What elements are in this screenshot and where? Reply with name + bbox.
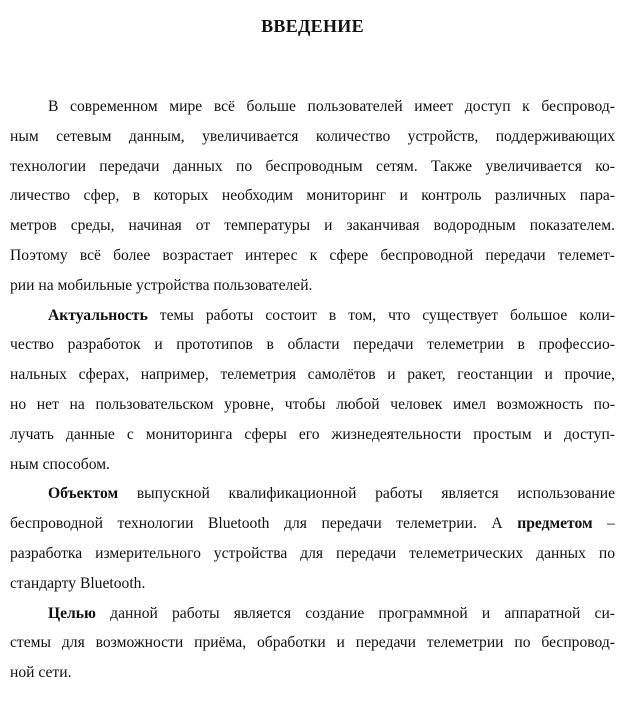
text-fragment: беспроводной технологии Bluetooth для передачи телеметрии. А — [10, 515, 518, 533]
text-line: ной сети. — [10, 664, 72, 682]
text-line: разработка измерительного устройства для передачи телеметрических данных по — [10, 544, 615, 562]
paragraph-relevance — [10, 301, 615, 480]
text-line: нальных сферах, например, телеметрия самолётов и ракет, геостанции и прочие, — [10, 366, 615, 384]
text-line: лучать данные с мониторинга сферы его жизнедеятельности простым и доступ- — [10, 425, 615, 443]
text-line: технологии передачи данных по беспроводным сетям. Также увеличивается ко- — [10, 157, 615, 175]
term-relevance: Актуальность — [48, 306, 148, 324]
text-line: рии на мобильные устройства пользователей. — [10, 276, 313, 294]
text-line: ным сетевым данным, увеличивается количество устройств, поддерживающих — [10, 127, 615, 145]
term-goal: Целью — [48, 604, 96, 622]
text-line — [10, 479, 615, 509]
term-subject: предметом — [517, 515, 593, 533]
paragraph-object — [10, 479, 615, 598]
text-fragment: – — [592, 515, 615, 533]
paragraph-goal — [10, 599, 615, 688]
text-fragment: темы работы состоит в том, что существует большое коли- — [147, 306, 615, 324]
text-line — [10, 509, 615, 539]
text-line: Поэтому всё более возрастает интерес к сфере беспроводной передачи телемет- — [10, 246, 615, 264]
text-fragment: данной работы является создание программной и аппаратной си- — [95, 604, 615, 622]
term-object: Объектом — [48, 485, 119, 503]
page-title: ВВЕДЕНИЕ — [261, 16, 364, 36]
text-line — [10, 599, 615, 629]
text-line: личество сфер, в которых необходим мониторинг и контроль различных пара- — [10, 187, 615, 205]
text-line — [10, 301, 615, 331]
paragraph-intro — [10, 92, 615, 301]
text-line: В современном мире всё больше пользователей имеет доступ к беспровод- — [48, 98, 615, 115]
text-line: чество разработок и прототипов в области передачи телеметрии в профессио- — [10, 336, 615, 354]
text-fragment: выпускной квалификационной работы является использование — [118, 485, 615, 503]
text-line: ным способом. — [10, 455, 110, 473]
text-line: стандарту Bluetooth. — [10, 574, 146, 592]
text-line: стемы для возможности приёма, обработки и передачи телеметрии по беспровод- — [10, 634, 615, 652]
text-line: метров среды, начиная от температуры и заканчивая водородным показателем. — [10, 217, 615, 235]
text-line: но нет на пользовательском уровне, чтобы любой человек имел возможность по- — [10, 395, 615, 413]
